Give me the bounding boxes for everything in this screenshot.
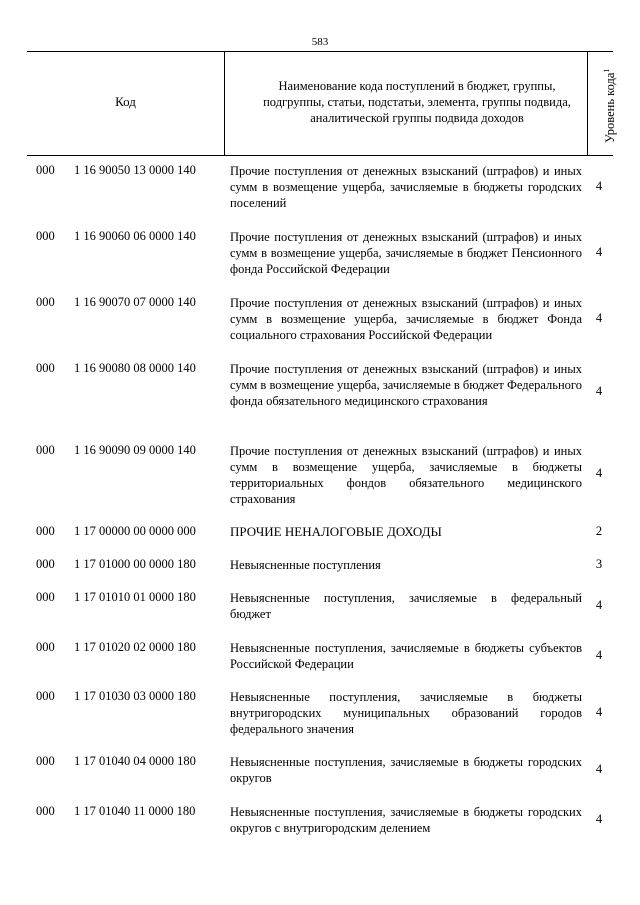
row-name: ПРОЧИЕ НЕНАЛОГОВЫЕ ДОХОДЫ [230, 524, 442, 539]
row-prefix: 000 [36, 804, 55, 818]
row-name: Прочие поступления от денежных взысканий (штрафов) и иных сумм в возмещение ущерба, зачисляемые в бюджет Пенсионного фонда Российской Федерации [230, 230, 582, 276]
row-level: 4 [595, 598, 603, 612]
row-name: Невыясненные поступления, зачисляемые в бюджеты субъектов Российской Федерации [230, 641, 582, 671]
row-name: Невыясненные поступления, зачисляемые в бюджеты внутригородских муниципальных образований городов федерального значения [230, 690, 582, 736]
row-code: 1 17 01040 04 0000 180 [74, 754, 196, 768]
row-level: 4 [595, 812, 603, 826]
row-code: 1 16 90060 06 0000 140 [74, 229, 196, 243]
row-code: 1 17 01030 03 0000 180 [74, 689, 196, 703]
table-header [27, 51, 618, 156]
header-divider [224, 52, 225, 155]
row-level: 4 [595, 762, 603, 776]
row-level: 4 [595, 384, 603, 398]
row-name: Прочие поступления от денежных взысканий (штрафов) и иных сумм в возмещение ущерба, зачисляемые в бюджет Федерального фонда обязательного медицинского страхования [230, 362, 582, 408]
header-level-label: Уровень кода [603, 72, 618, 143]
header-code: Код [115, 94, 136, 109]
row-code: 1 17 00000 00 0000 000 [74, 524, 196, 538]
row-level: 2 [595, 524, 603, 538]
row-name: Невыясненные поступления, зачисляемые в федеральный бюджет [230, 591, 582, 621]
row-level: 4 [595, 648, 603, 662]
row-level: 3 [595, 557, 603, 571]
row-prefix: 000 [36, 640, 55, 654]
row-name: Невыясненные поступления [230, 558, 381, 572]
row-level: 4 [595, 466, 603, 480]
row-prefix: 000 [36, 163, 55, 177]
row-level: 4 [595, 311, 603, 325]
row-code: 1 16 90090 09 0000 140 [74, 443, 196, 457]
row-level: 4 [595, 179, 603, 193]
row-name: Невыясненные поступления, зачисляемые в бюджеты городских округов с внутригородским делением [230, 805, 582, 835]
header-level [602, 69, 618, 143]
row-code: 1 17 01000 00 0000 180 [74, 557, 196, 571]
row-name: Прочие поступления от денежных взысканий (штрафов) и иных сумм в возмещение ущерба, зачисляемые в бюджет Фонда социального страхования Российской Федерации [230, 296, 582, 342]
row-level: 4 [595, 245, 603, 259]
row-prefix: 000 [36, 361, 55, 375]
row-name: Прочие поступления от денежных взысканий (штрафов) и иных сумм в возмещение ущерба, зачисляемые в бюджеты территориальных фондов обязательного медицинского страхования [230, 444, 582, 506]
row-level: 4 [595, 705, 603, 719]
row-code: 1 16 90080 08 0000 140 [74, 361, 196, 375]
row-code: 1 17 01010 01 0000 180 [74, 590, 196, 604]
row-code: 1 16 90050 13 0000 140 [74, 163, 196, 177]
page-number: 583 [311, 36, 329, 48]
header-name: Наименование кода поступлений в бюджет, группы, подгруппы, статьи, подстатьи, элемента, группы подвида, аналитической группы подвида доходов [263, 79, 571, 125]
row-prefix: 000 [36, 524, 55, 538]
row-prefix: 000 [36, 443, 55, 457]
row-prefix: 000 [36, 754, 55, 768]
row-code: 1 16 90070 07 0000 140 [74, 295, 196, 309]
row-name: Прочие поступления от денежных взысканий (штрафов) и иных сумм в возмещение ущерба, зачисляемые в бюджеты городских поселений [230, 164, 582, 210]
row-prefix: 000 [36, 229, 55, 243]
row-prefix: 000 [36, 557, 55, 571]
row-code: 1 17 01020 02 0000 180 [74, 640, 196, 654]
row-prefix: 000 [36, 590, 55, 604]
row-code: 1 17 01040 11 0000 180 [74, 804, 196, 818]
row-name: Невыясненные поступления, зачисляемые в бюджеты городских округов [230, 755, 582, 785]
header-divider [587, 52, 588, 155]
row-prefix: 000 [36, 295, 55, 309]
row-prefix: 000 [36, 689, 55, 703]
header-level-footnote: 1 [602, 68, 611, 73]
